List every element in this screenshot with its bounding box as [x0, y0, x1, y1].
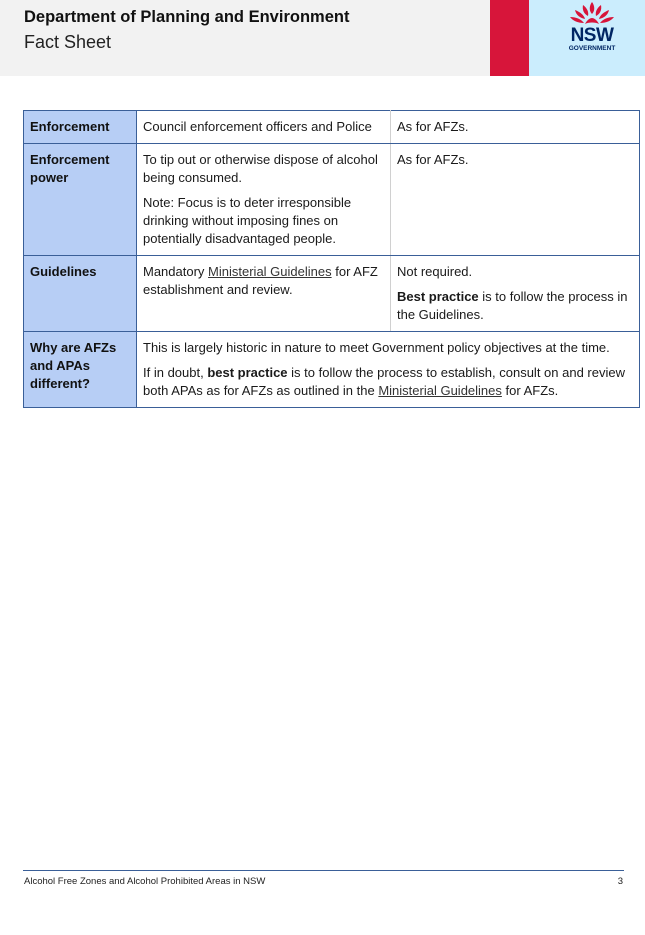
page-header: [0, 0, 645, 76]
cell-text: As for AFZs.: [397, 119, 469, 134]
ministerial-guidelines-link[interactable]: Ministerial Guidelines: [208, 264, 332, 279]
cell-text: To tip out or otherwise dispose of alcohol being consumed.: [143, 152, 378, 185]
brand-red-band: [490, 0, 529, 76]
cell-text: [397, 288, 633, 324]
row-heading: Enforcement power: [24, 144, 137, 256]
cell-text: This is largely historic in nature to meet Government policy objectives at the time.: [143, 340, 610, 355]
department-name: Department of Planning and Environment: [24, 8, 350, 26]
table-row: [24, 111, 640, 144]
cell-text: As for AFZs.: [397, 152, 469, 167]
bold-text: best practice: [207, 365, 288, 380]
text-span: for AFZs.: [501, 383, 559, 398]
table-cell: [137, 144, 391, 256]
table-row: [24, 332, 640, 408]
table-row: [24, 256, 640, 332]
table-cell: [137, 332, 640, 408]
table-cell: [137, 111, 391, 144]
document-type: Fact Sheet: [24, 32, 112, 52]
text-span: is to follow the process to establish, consult on and review both APAs as for AFZs as outlined in the: [143, 365, 625, 398]
text-span: for AFZ establishment and review.: [143, 264, 378, 297]
table-cell: [391, 256, 640, 332]
cell-text: [143, 364, 633, 400]
table-cell: [391, 111, 640, 144]
bold-text: Best practice: [397, 289, 479, 304]
row-heading: Guidelines: [24, 256, 137, 332]
table-row: [24, 144, 640, 256]
footer-title: Alcohol Free Zones and Alcohol Prohibited Areas in NSW: [24, 876, 266, 887]
ministerial-guidelines-link[interactable]: Ministerial Guidelines: [378, 383, 502, 398]
footer-divider: [23, 870, 624, 871]
row-heading: Enforcement: [24, 111, 137, 144]
text-span: Mandatory: [143, 264, 209, 279]
page-number: 3: [617, 876, 623, 887]
logo-wordmark: NSW: [570, 25, 614, 46]
cell-text: [143, 263, 384, 299]
cell-note: Note: Focus is to deter irresponsible drinking without imposing fines on potentially disadvantaged people.: [143, 195, 352, 246]
table-cell: [391, 144, 640, 256]
row-heading: Why are AFZs and APAs different?: [24, 332, 137, 408]
waratah-icon: [565, 0, 619, 26]
text-span: is to follow the process in the Guidelines.: [397, 289, 628, 322]
comparison-table: [23, 110, 640, 408]
cell-text: Not required.: [397, 264, 473, 279]
cell-text: Council enforcement officers and Police: [143, 119, 372, 134]
table-cell: [137, 256, 391, 332]
logo-subtitle: GOVERNMENT: [568, 45, 616, 52]
text-span: If in doubt,: [143, 365, 208, 380]
nsw-government-logo: [560, 0, 624, 56]
